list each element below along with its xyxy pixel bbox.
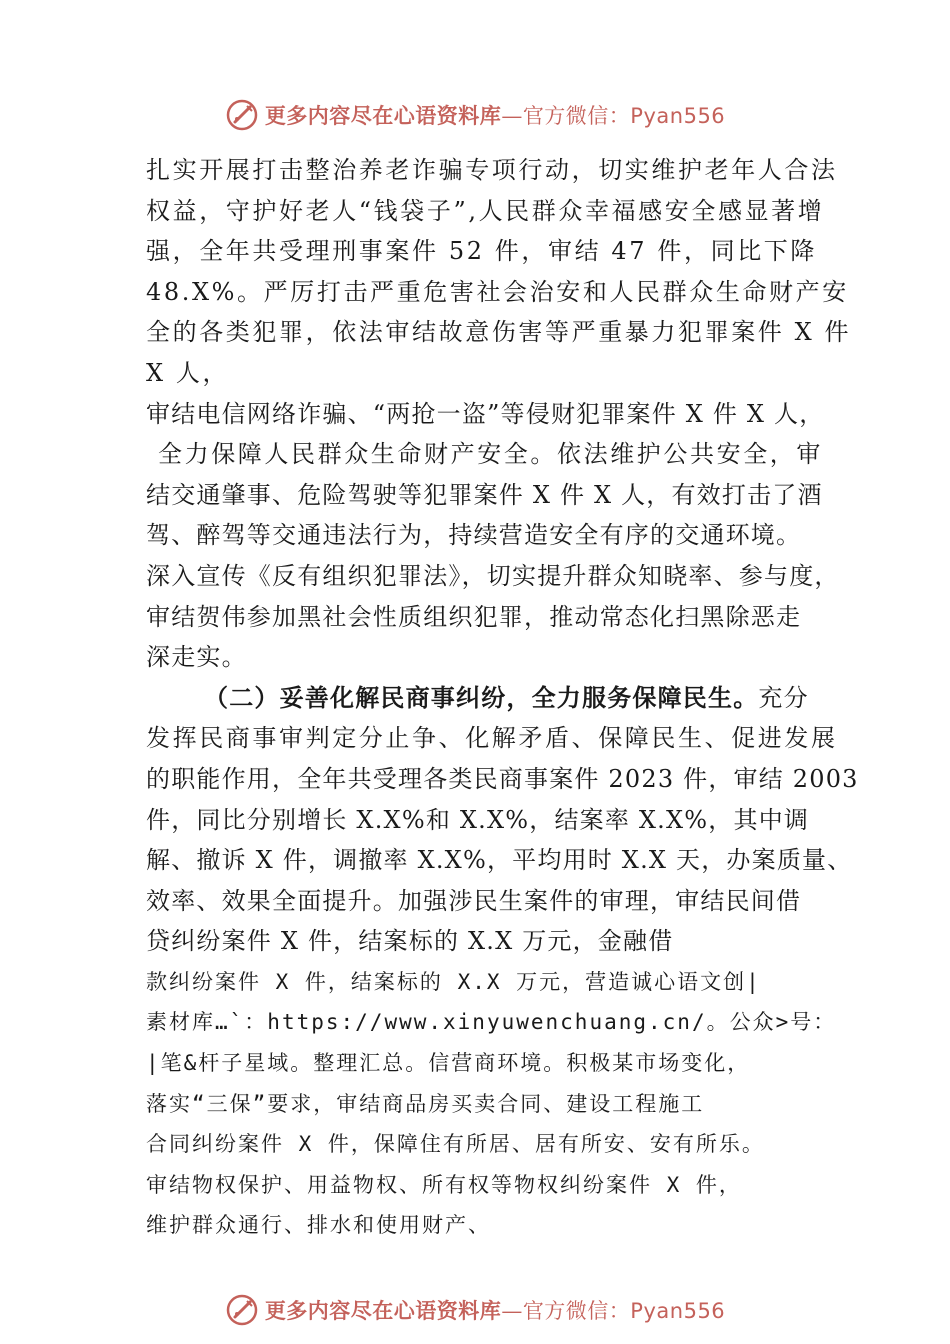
body-line: 件，同比分别增长 X.X%和 X.X%，结案率 X.X%，其中调 [146, 805, 810, 834]
body-text: 。公众>号： [706, 1010, 837, 1035]
header-dash: — [501, 104, 523, 128]
footer-dash: — [501, 1299, 523, 1323]
header-banner [0, 95, 950, 135]
body-line: 全力保障人民群众生命财产安全。依法维护公共安全，审 [158, 440, 823, 469]
body-line: 审结贺伟参加黑社会性质组织犯罪，推动常态化扫黑除恶走 [146, 602, 802, 631]
body-line: 审结物权保护、用益物权、所有权等物权纠纷案件 X 件， [146, 1172, 742, 1197]
body-line: 解、撤诉 X 件，调撤率 X.X%，平均用时 X.X 天，办案质量、 [146, 846, 853, 875]
body-line: 审结电信网络诈骗、“两抢一盗”等侵财犯罪案件 X 件 X 人， [146, 399, 825, 428]
body-line: 驾、醉驾等交通违法行为，持续营造安全有序的交通环境。 [146, 521, 802, 550]
body-line: 强，全年共受理刑事案件 52 件，审结 47 件，同比下降 [146, 237, 817, 266]
header-brand: 更多内容尽在心语资料库 [264, 103, 502, 128]
body-line: 结交通肇事、危险驾驶等犯罪案件 X 件 X 人，有效打击了酒 [146, 480, 823, 509]
body-line: 深入宣传《反有组织犯罪法》，切实提升群众知晓率、参与度， [146, 561, 840, 590]
section-heading: （二）妥善化解民商事纠纷，全力服务保障民生。 [204, 682, 759, 712]
body-line: 的职能作用，全年共受理各类民商事案件 2023 件，审结 2003 [146, 764, 859, 793]
body-line: |笔&杆子星域。整理汇总。信营商环境。积极某市场变化， [146, 1051, 751, 1076]
section-heading-line [146, 678, 836, 719]
body-line: 合同纠纷案件 X 件，保障住有所居、居有所安、安有所乐。 [146, 1132, 765, 1157]
body-line: 款纠纷案件 X 件，结案标的 X.X 万元，营造诚心语文创| [146, 969, 761, 994]
brand-logo-icon [225, 98, 259, 132]
footer-contact: 官方微信：Pyan556 [522, 1299, 726, 1323]
url-text: https://www.xinyuwenchuang.cn/ [267, 1010, 707, 1035]
body-text: 素材库…`： [146, 1010, 268, 1035]
header-contact: 官方微信：Pyan556 [522, 104, 726, 128]
body-line: X 人， [146, 358, 230, 387]
body-line: 效率、效果全面提升。加强涉民生案件的审理，审结民间借 [146, 886, 802, 915]
body-line: 贷纠纷案件 X 件，结案标的 X.X 万元，金融借 [146, 927, 674, 956]
body-line [146, 1002, 836, 1043]
footer-brand: 更多内容尽在心语资料库 [264, 1298, 502, 1323]
brand-logo-icon [225, 1293, 259, 1327]
body-line: 发挥民商事审判定分止争、化解矛盾、保障民生、促进发展 [146, 724, 838, 753]
body-line: 落实“三保”要求，审结商品房买卖合同、建设工程施工 [146, 1091, 705, 1116]
footer-banner [0, 1290, 950, 1330]
body-line: 48.X%。严厉打击严重危害社会治安和人民群众生命财产安 [146, 277, 849, 306]
body-line: 扎实开展打击整治养老诈骗专项行动，切实维护老年人合法 [146, 156, 838, 184]
section-heading-tail: 充分 [758, 683, 809, 712]
body-line: 权益，守护好老人“钱袋子”,人民群众幸福感安全感显著增 [146, 196, 825, 225]
body-line: 深走实。 [146, 643, 247, 672]
document-body [146, 150, 859, 1246]
body-line: 全的各类犯罪，依法审结故意伤害等严重暴力犯罪案件 X 件 [146, 318, 852, 347]
body-line: 维护群众通行、排水和使用财产、 [146, 1213, 491, 1238]
